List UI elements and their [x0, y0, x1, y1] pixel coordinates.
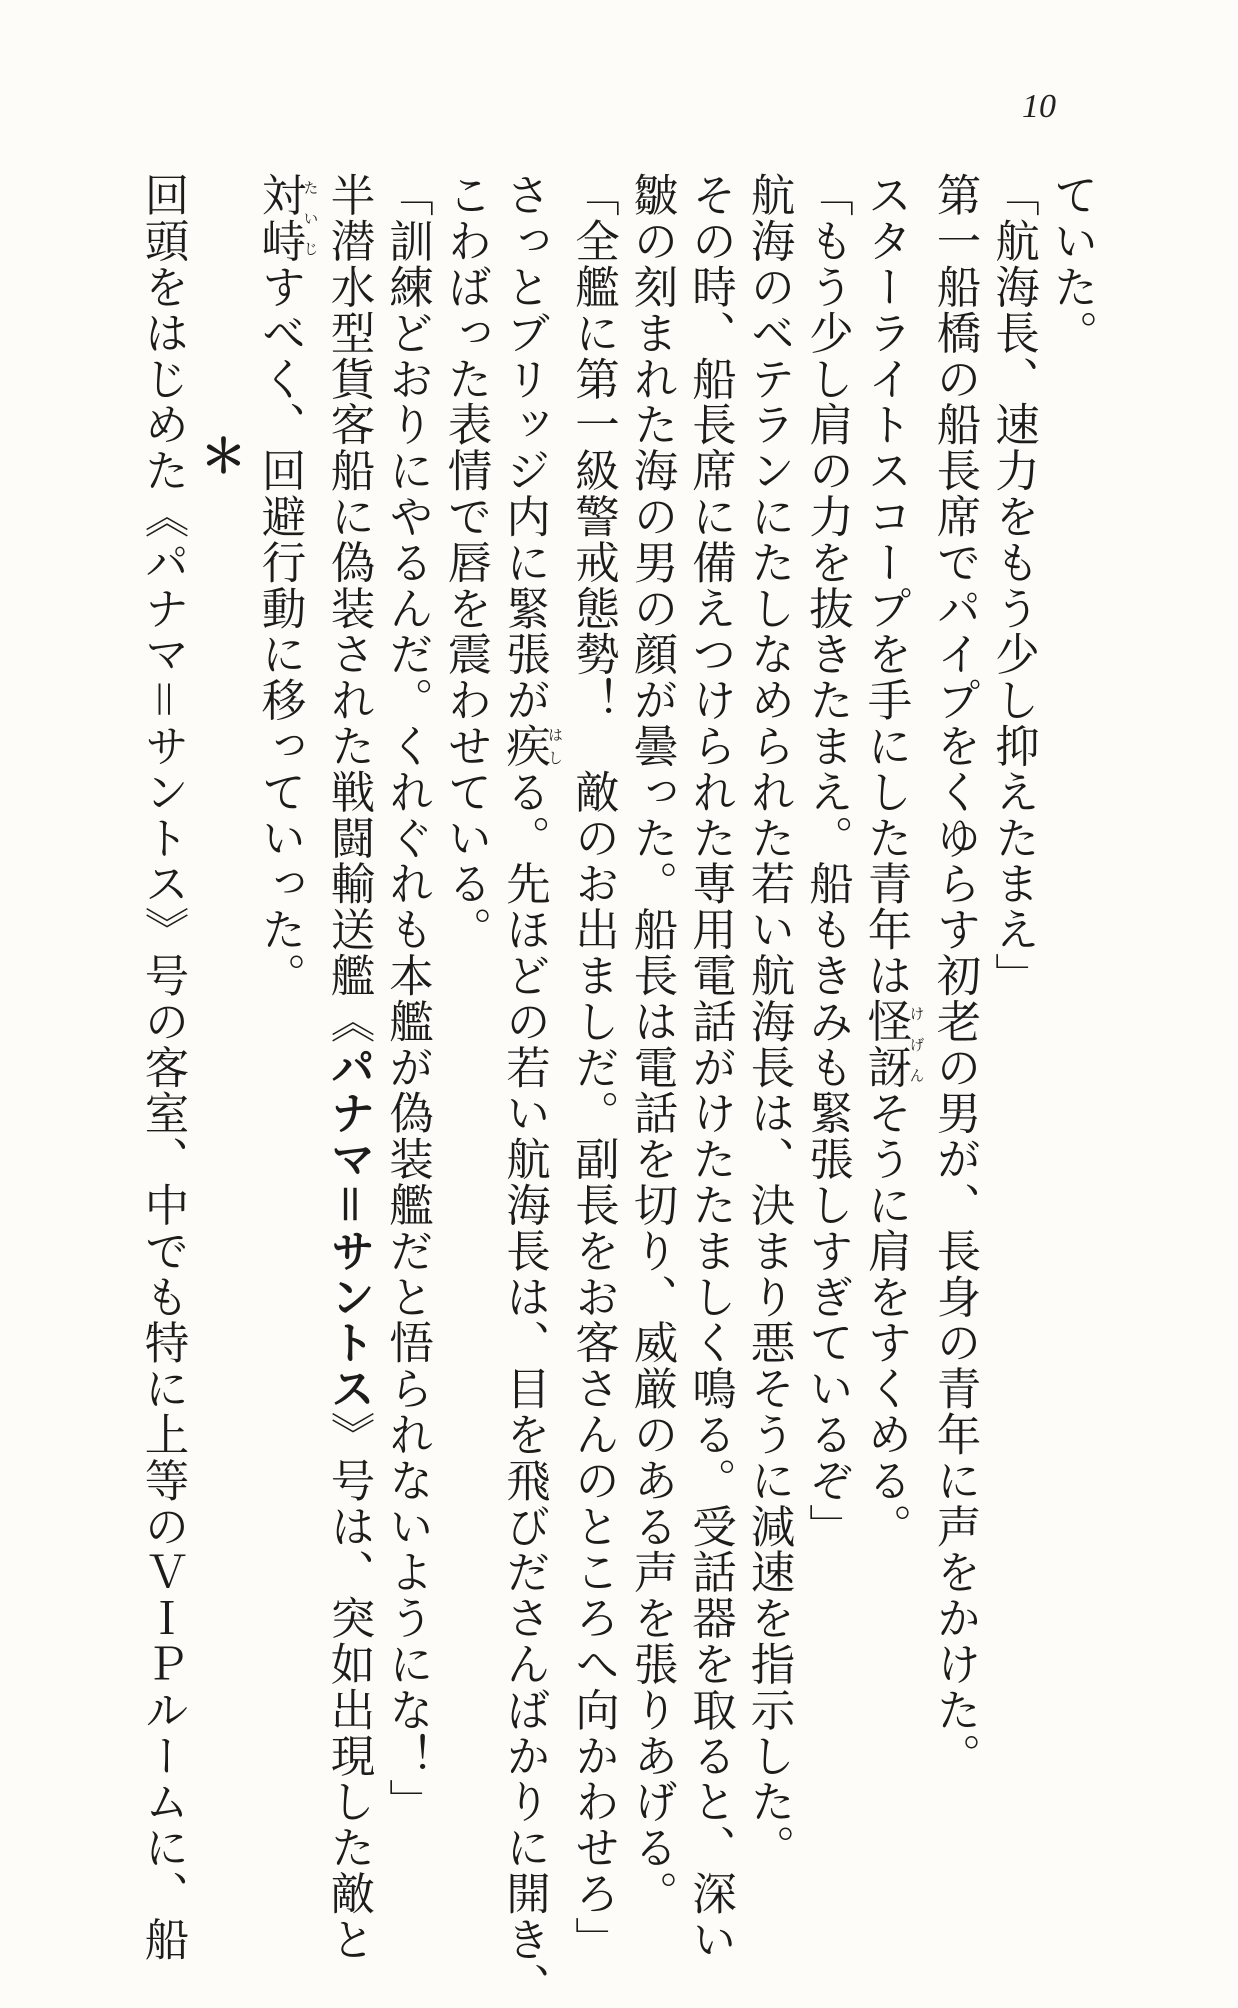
ruby-annotation: 疾はし — [498, 722, 564, 769]
text-line: 「もう少し肩の力を抜きたまえ。船もきみも緊張しすぎているぞ」 — [801, 172, 853, 1549]
text-line: こわばった表情で唇を震わせている。 — [440, 172, 491, 953]
text-line: 対峙たいじすべく、回避行動に移っていった。 — [254, 172, 320, 999]
text-line: 「航海長、速力をもう少し抑えたまえ」 — [987, 172, 1039, 999]
page-number: 10 — [1022, 88, 1056, 125]
text-line: 「全艦に第一級警戒態勢！ 敵のお出ましだ。副長をお客さんのところへ向かわせろ」 — [567, 172, 619, 1963]
novel-body-text — [137, 172, 1100, 2008]
text-line: 半潜水型貨客船に偽装された戦闘輸送艦《パナマ＝サントス》号は、突如出現した敵と — [323, 172, 374, 1963]
text-line: ていた。 — [1046, 172, 1097, 356]
scene-break-asterisk: ＊ — [193, 432, 248, 480]
text-line: 航海のベテランにたしなめられた若い航海長は、決まり悪そうに減速を指示した。 — [743, 172, 794, 1871]
ship-name-bold: パナマ＝サントス — [323, 1044, 374, 1412]
text-line: 皺の刻まれた海の男の顔が曇った。船長は電話を切り、威厳のある声を張りあげる。 — [626, 172, 677, 1917]
text-line: 回頭をはじめた《パナマ＝サントス》号の客室、中でも特に上等のＶＩＰルームに、船 — [137, 172, 188, 1963]
text-line: 第一船橋の船長席でパイプをくゆらす初老の男が、長身の青年に声をかけた。 — [929, 172, 980, 1779]
text-line: さっとブリッジ内に緊張が疾はしる。先ほどの若い航海長は、目を飛びださんばかりに開き、 — [498, 172, 564, 2008]
ruby-annotation: 対峙たいじ — [254, 172, 320, 264]
text-line: その時、船長席に備えつけられた専用電話がけたたましく鳴る。受話器を取ると、深い — [684, 172, 736, 1963]
text-line: 「訓練どおりにやるんだ。くれぐれも本艦が偽装艦だと悟られないようにな！」 — [381, 172, 433, 1825]
ruby-annotation: 怪訝けげん — [860, 998, 926, 1091]
text-line: スターライトスコープを手にした青年は怪訝けげんそうに肩をすくめる。 — [860, 172, 926, 1550]
